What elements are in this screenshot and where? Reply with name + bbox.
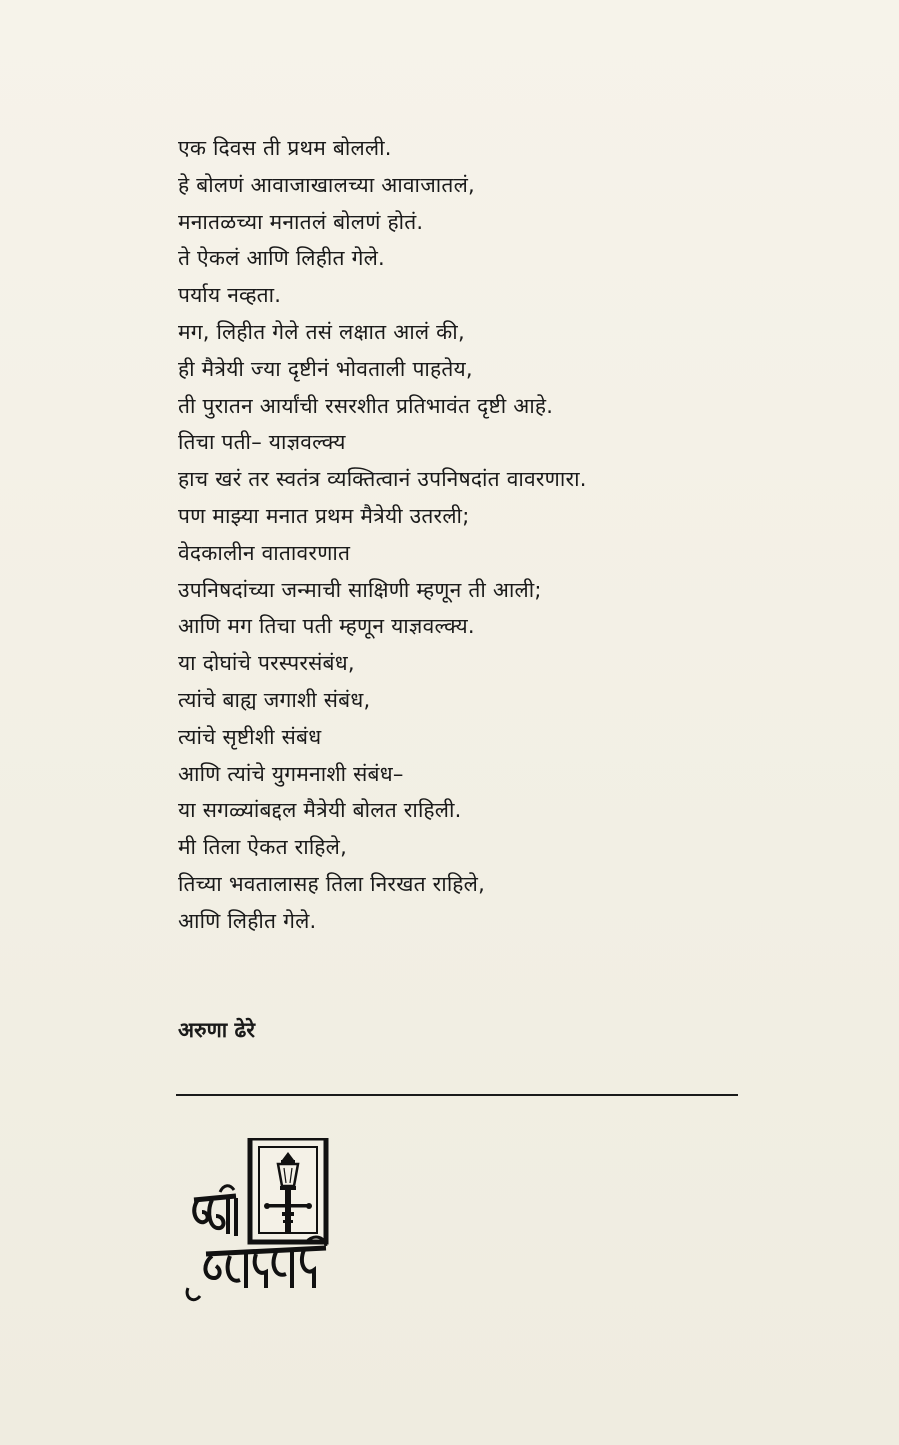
author-name: अरुणा ढेरे [178, 1018, 255, 1042]
poem-line: तिच्या भवतालासह तिला निरखत राहिले, [178, 871, 485, 896]
poem-line: त्यांचे सृष्टीशी संबंध [178, 724, 322, 749]
poem-line: ते ऐकलं आणि लिहीत गेले. [178, 246, 385, 271]
poem-line: तिचा पती– याज्ञवल्क्य [178, 430, 346, 455]
poem-line: वेदकालीन वातावरणात [178, 540, 351, 565]
poem-line: मनातळच्या मनातलं बोलणं होतं. [178, 209, 424, 234]
poem-line: आणि लिहीत गेले. [178, 908, 317, 933]
poem-line: मी तिला ऐकत राहिले, [178, 835, 347, 860]
poem-line: ती पुरातन आर्यांची रसरशीत प्रतिभावंत दृष्टी आहे. [178, 393, 554, 418]
poem [178, 130, 798, 940]
poem-line: या दोघांचे परस्परसंबंध, [178, 651, 355, 676]
poem-line: पर्याय नव्हता. [178, 283, 282, 308]
street-lamp-icon [250, 1138, 326, 1242]
poem-line: ही मैत्रेयी ज्या दृष्टीनं भोवताली पाहतेय, [178, 356, 473, 381]
poem-line: हाच खरं तर स्वतंत्र व्यक्तित्वानं उपनिषदांत वावरणारा. [178, 467, 587, 492]
poem-line: आणि मग तिचा पती म्हणून याज्ञवल्क्य. [178, 614, 475, 639]
divider-rule [176, 1094, 738, 1096]
poem-line: हे बोलणं आवाजाखालच्या आवाजातलं, [178, 172, 475, 197]
poem-line: मग, लिहीत गेले तसं लक्षात आलं की, [178, 319, 465, 344]
poem-line: एक दिवस ती प्रथम बोलली. [178, 136, 392, 160]
poem-line: उपनिषदांच्या जन्माची साक्षिणी म्हणून ती आली; [178, 577, 542, 602]
publisher-logo [180, 1138, 340, 1308]
poem-line: या सगळ्यांबद्दल मैत्रेयी बोलत राहिली. [178, 798, 462, 823]
poem-line: त्यांचे बाह्य जगाशी संबंध, [178, 687, 371, 712]
poem-line: पण माझ्या मनात प्रथम मैत्रेयी उतरली; [178, 503, 470, 528]
poem-line: आणि त्यांचे युगमनाशी संबंध– [178, 761, 404, 786]
